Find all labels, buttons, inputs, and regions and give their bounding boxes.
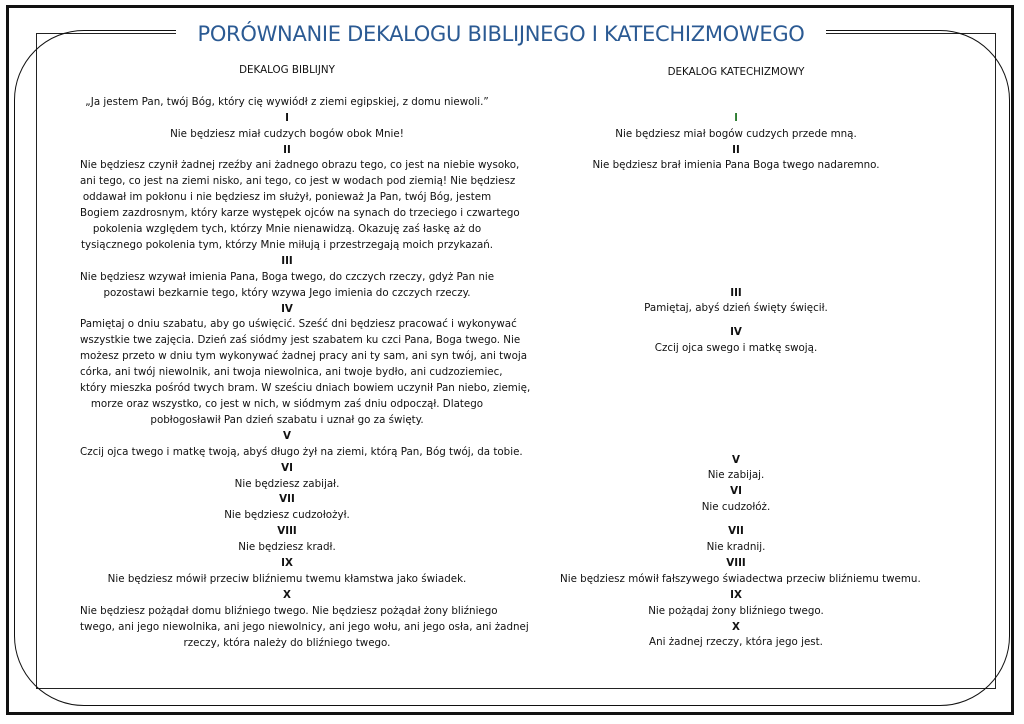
commandment-text-line: Nie będziesz czynił żadnej rzeźby ani żadnego obrazu tego, co jest na niebie wysoko,: [80, 159, 520, 172]
commandment-number: II: [283, 143, 291, 156]
commandment-number: VII: [279, 493, 295, 506]
commandment-text-line: tysiącznego pokolenia tym, którzy Mnie miłują i przestrzegają moich przykazań.: [80, 238, 494, 251]
commandment-number: X: [283, 588, 291, 601]
blank-line: [560, 206, 912, 222]
commandment-text-line: rzeczy, która należy do bliźniego twego.: [183, 636, 391, 649]
blank-line: [560, 373, 912, 389]
commandment-text-line: twego, ani jego niewolnika, ani jego niewolnicy, ani jego wołu, ani jego osła, ani żadnej: [80, 620, 529, 633]
commandment-number: IV: [730, 326, 742, 339]
commandment-text-line: pobłogosławił Pan dzień szabatu i uznał go za święty.: [150, 413, 424, 426]
blank-line: [80, 79, 494, 95]
commandment-text-line: Nie będziesz brał imienia Pana Boga twego nadaremno.: [592, 159, 880, 172]
commandment-text-line: Nie będziesz miał bogów cudzych przede mną.: [615, 127, 857, 140]
commandment-number: V: [732, 453, 740, 466]
commandment-text-line: Nie pożądaj żony bliźniego twego.: [648, 604, 824, 617]
commandment-number: I: [734, 111, 738, 124]
blank-line: [560, 79, 912, 95]
commandment-text-line: „Ja jestem Pan, twój Bóg, który cię wywiódł z ziemi egipskiej, z domu niewoli.”: [85, 95, 489, 108]
catechism-decalogue-body: [560, 79, 921, 651]
commandment-number: IX: [730, 588, 742, 601]
blank-line: [560, 190, 912, 206]
commandment-text-line: Nie zabijaj.: [707, 469, 765, 482]
commandment-number: VII: [728, 525, 744, 538]
blank-line: [560, 174, 912, 190]
blank-line: [560, 222, 912, 238]
commandment-text-line: Nie będziesz zabijał.: [234, 477, 340, 490]
commandment-text-line: Nie kradnij.: [706, 541, 766, 554]
commandment-text-line: Czcij ojca swego i matkę swoją.: [654, 342, 818, 355]
blank-line: [560, 254, 912, 270]
blank-line: [560, 389, 912, 405]
commandment-number: IV: [281, 302, 293, 315]
commandment-text-line: Bogiem zazdrosnym, który karze występek ojców na synach do trzeciego i czwartego: [80, 207, 520, 220]
commandment-text-line: morze oraz wszystko, co jest w nich, w siódmym zaś dniu odpoczął. Dlatego: [90, 398, 484, 411]
blank-line: [560, 317, 912, 325]
commandment-text-line: możesz przeto w dniu tym wykonywać żadnej pracy ani ty sam, ani syn twój, ani twoja: [80, 350, 528, 363]
commandment-text-line: oddawał im pokłonu i nie będziesz im służył, ponieważ Ja Pan, twój Bóg, jestem: [82, 191, 492, 204]
commandment-text-line: Nie będziesz cudzołożył.: [224, 509, 350, 522]
commandment-text-line: Nie będziesz wzywał imienia Pana, Boga twego, do czczych rzeczy, gdyż Pan nie: [80, 270, 495, 283]
commandment-number: VI: [730, 485, 742, 498]
commandment-text-line: pozostawi bezkarnie tego, który wzywa Jego imienia do czczych rzeczy.: [103, 286, 471, 299]
commandment-number: III: [281, 254, 293, 267]
commandment-text-line: Pamiętaj o dniu szabatu, aby go uświęcić. Sześć dni będziesz pracować i wykonywać: [80, 318, 517, 331]
commandment-text-line: Ani żadnej rzeczy, która jego jest.: [649, 636, 823, 649]
blank-line: [560, 270, 912, 286]
commandment-text-line: Czcij ojca twego i matkę twoją, abyś długo żył na ziemi, którą Pan, Bóg twój, da tobie.: [80, 445, 523, 458]
catechism-decalogue-header: DEKALOG KATECHIZMOWY: [667, 66, 805, 78]
blank-line: [560, 405, 912, 421]
commandment-number: VIII: [726, 556, 746, 569]
commandment-text-line: który mieszka pośród twych bram. W sześciu dniach bowiem uczynił Pan niebo, ziemię,: [80, 382, 531, 395]
biblical-decalogue-column: [80, 63, 531, 652]
catechism-decalogue-column: [560, 63, 921, 651]
blank-line: [560, 437, 912, 453]
blank-line: [560, 357, 912, 373]
biblical-decalogue-body: [80, 79, 531, 652]
commandment-number: I: [285, 111, 289, 124]
page-title: PORÓWNANIE DEKALOGU BIBLIJNEGO I KATECHIZMOWEGO: [197, 22, 805, 46]
commandment-number: III: [730, 286, 742, 299]
commandment-text-line: Nie będziesz miał cudzych bogów obok Mnie!: [170, 127, 404, 140]
commandment-number: VI: [281, 461, 293, 474]
commandment-text-line: ani tego, co jest na ziemi nisko, ani tego, co jest w wodach pod ziemią! Nie będziesz: [80, 175, 516, 188]
blank-line: [560, 238, 912, 254]
commandment-text-line: Nie będziesz pożądał domu bliźniego twego. Nie będziesz pożądał żony bliźniego: [80, 604, 498, 617]
blank-line: [560, 95, 912, 111]
commandment-text-line: pokolenia względem tych, którzy Mnie nienawidzą. Okazuję zaś łaskę aż do: [92, 223, 482, 236]
commandment-text-line: Pamiętaj, abyś dzień święty święcił.: [644, 302, 828, 315]
commandment-text-line: Nie będziesz kradł.: [238, 541, 336, 554]
commandment-text-line: Nie będziesz mówił fałszywego świadectwa przeciw bliźniemu twemu.: [560, 572, 921, 585]
biblical-decalogue-header: DEKALOG BIBLIJNY: [239, 64, 335, 76]
blank-line: [560, 421, 912, 437]
commandment-text-line: wszystkie twe zajęcia. Dzień zaś siódmy jest szabatem ku czci Pana, Boga twego. Nie: [80, 334, 521, 347]
commandment-number: V: [283, 429, 291, 442]
commandment-text-line: córka, ani twój niewolnik, ani twoja niewolnica, ani twoje bydło, ani cudzoziemiec,: [80, 366, 503, 379]
commandment-number: X: [732, 620, 740, 633]
commandment-number: II: [732, 143, 740, 156]
blank-line: [560, 516, 912, 524]
commandment-text-line: Nie będziesz mówił przeciw bliźniemu twemu kłamstwa jako świadek.: [107, 572, 467, 585]
commandment-text-line: Nie cudzołóż.: [701, 501, 771, 514]
commandment-number: VIII: [277, 525, 297, 538]
commandment-number: IX: [281, 557, 293, 570]
